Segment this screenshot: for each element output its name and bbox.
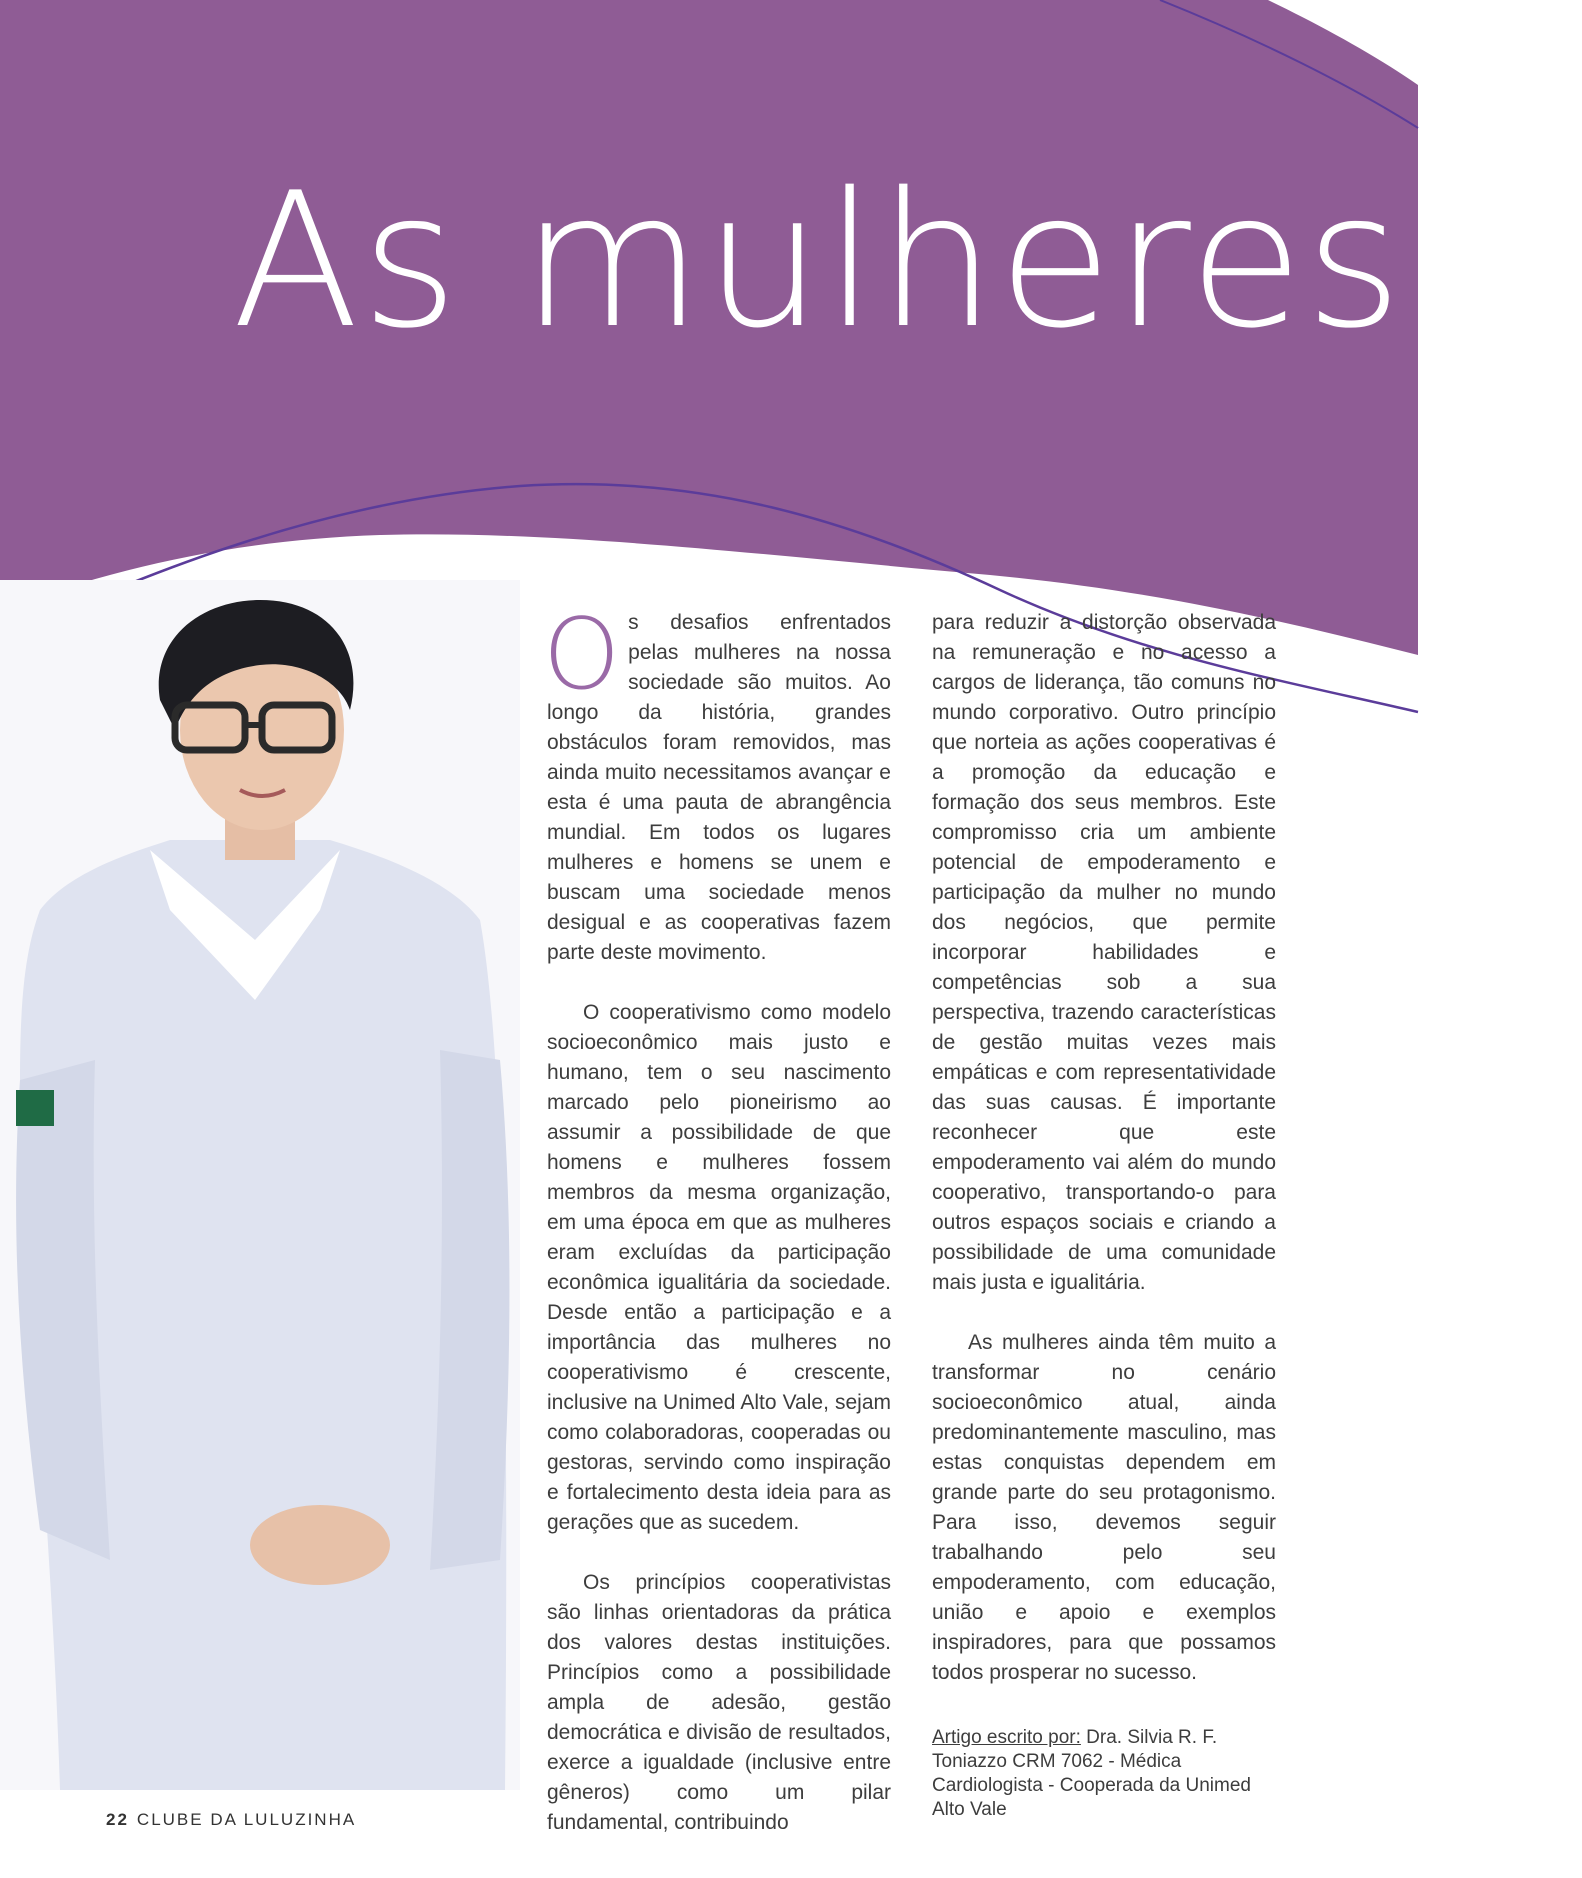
paragraph-5: As mulheres ainda têm muito a transformar no cenário socioeconômico atual, ainda predominantemente masculino, mas estas conquistas dependem em grande parte do seu protagonismo. Para isso, devemos seguir trabalhando pelo seu empoderamento, com educação, união e apoio e exemplos inspiradores, para que possamos todos prosperar no sucesso. [932, 1331, 1276, 1684]
paragraph-2: O cooperativismo como modelo socioeconômico mais justo e humano, tem o seu nascimento marcado pelo pioneirismo ao assumir a possibilidade de que homens e mulheres fossem membros da mesma organização, em uma época em que as mulheres eram excluídas da participação econômica igualitária da sociedade. Desde então a participação e a importância das mulheres no cooperativismo é crescente, inclusive na Unimed Alto Vale, sejam como colaboradoras, cooperadas ou gestoras, servindo como inspiração e fortalecimento desta ideia para as gerações que as sucedem. [547, 1001, 891, 1534]
paragraph-4: para reduzir a distorção observada na remuneração e no acesso a cargos de liderança, tão comuns no mundo corporativo. Outro princípio que norteia as ações cooperativas é a promoção da educação e formação dos seus membros. Este compromisso cria um ambiente potencial de empoderamento e participação da mulher no mundo dos negócios, que permite incorporar habilidades e competências sob a sua perspectiva, trazendo características de gestão muitas vezes mais empáticas e com representatividade das suas causas. É importante reconhecer que este empoderamento vai além do mundo cooperativo, transportando-o para outros espaços sociais e criando a possibilidade de uma comunidade mais justa e igualitária. [932, 611, 1276, 1294]
paragraph-3: Os princípios cooperativistas são linhas orientadoras da prática dos valores destas instituições. Princípios como a possibilidade ampla de adesão, gestão democrática e divisão de resultados, exerce a igualdade (inclusive entre gêneros) como um pilar fundamental, contribuindo [547, 1571, 891, 1834]
page-number: 22 [106, 1810, 129, 1829]
drop-cap: O [543, 598, 621, 712]
page-footer [106, 1810, 356, 1830]
author-credit-label: Artigo escrito por: [932, 1727, 1081, 1748]
article-column-1 [543, 598, 891, 1868]
author-credit-text: Dra. Silvia R. F. Toniazzo CRM 7062 - Médica Cardiologista - Cooperada da Unimed Alto Vale [932, 1727, 1251, 1820]
doctor-portrait-image [0, 580, 520, 1790]
article-title: As mulheres e [232, 152, 1582, 369]
article-column-2 [932, 608, 1276, 1822]
author-credit [932, 1726, 1276, 1822]
paragraph-1-text: s desafios enfrentados pelas mulheres na nossa sociedade são muitos. Ao longo da história, grandes obstáculos foram removidos, mas ainda muito necessitamos avançar e esta é uma pauta de abrangência mundial. Em todos os lugares mulheres e homens se unem e buscam uma sociedade menos desigual e as cooperativas fazem parte deste movimento. [547, 611, 891, 964]
paragraph-1 [543, 598, 891, 968]
magazine-name: CLUBE DA LULUZINHA [136, 1810, 357, 1829]
